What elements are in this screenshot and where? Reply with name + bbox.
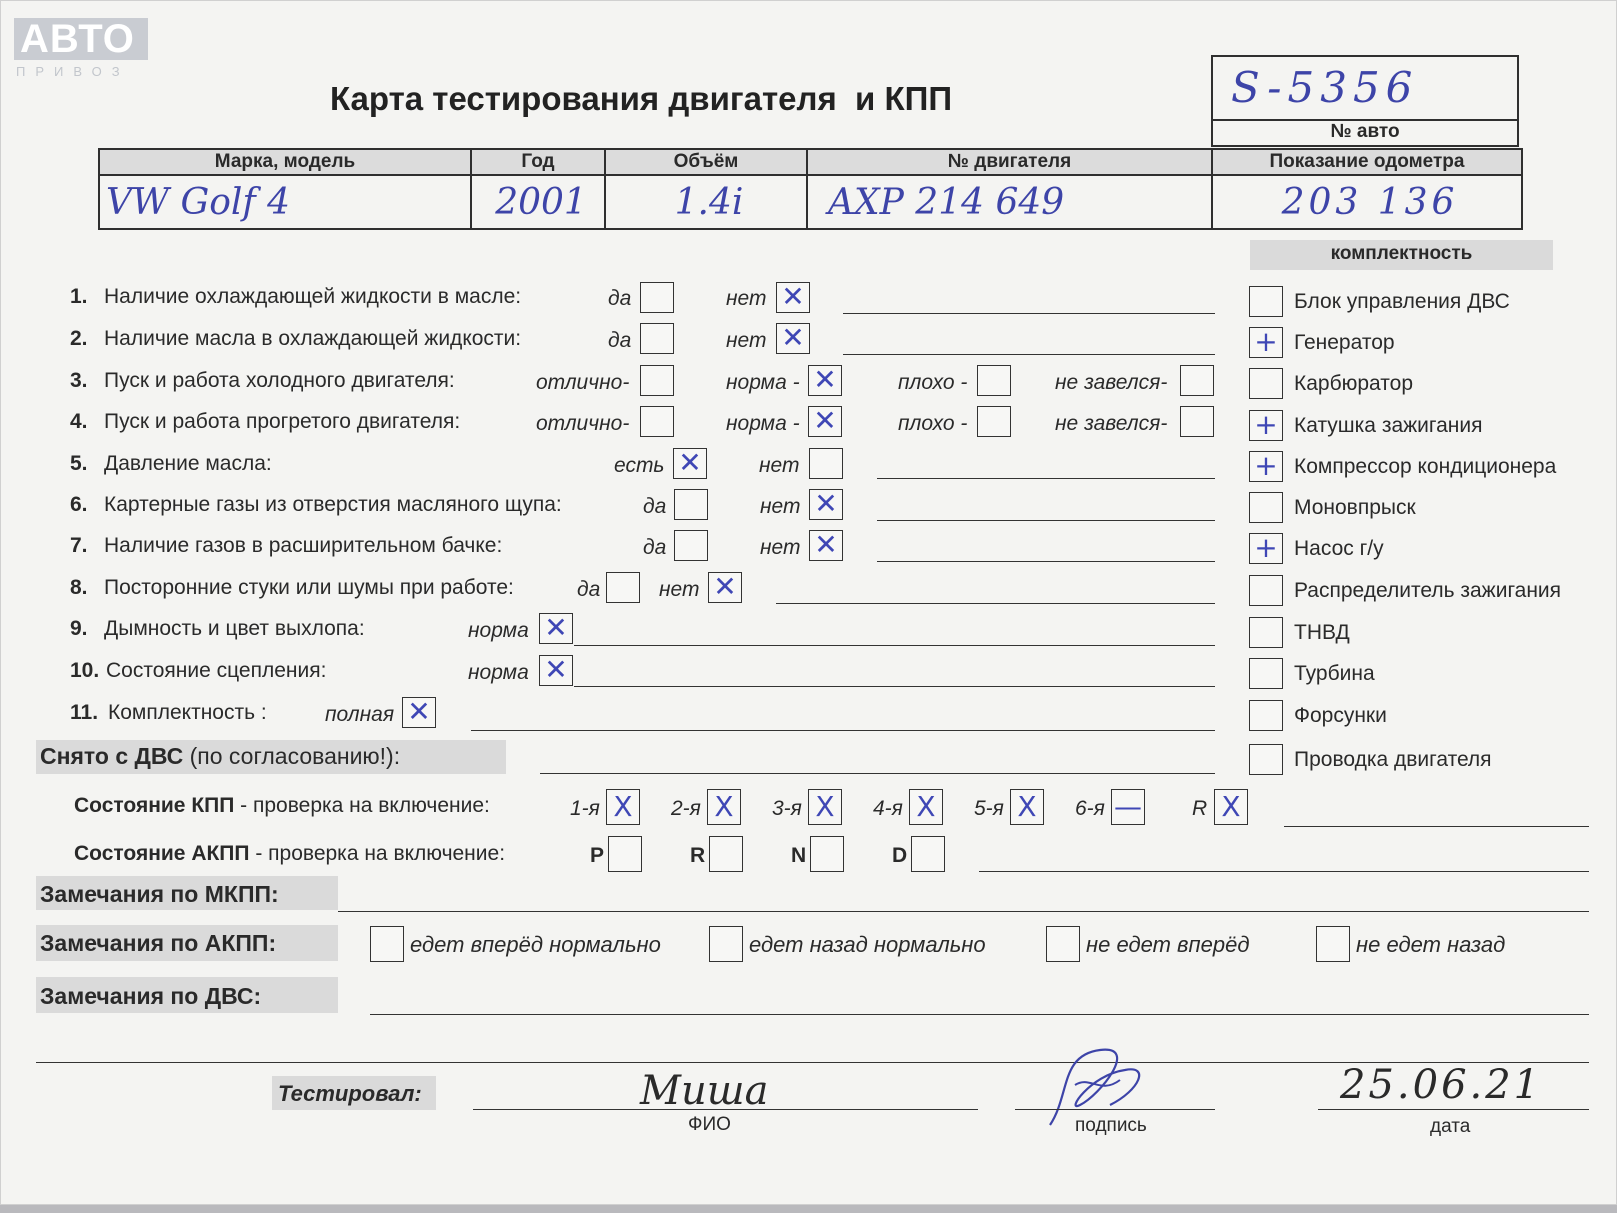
completeness-checkbox[interactable] — [1249, 327, 1283, 358]
row-5-number: 5. — [70, 452, 88, 475]
row-1-number: 1. — [70, 285, 88, 308]
gear-label: 1-я — [570, 797, 600, 820]
akpp-remarks-label: Замечания по АКПП: — [40, 930, 277, 956]
row-7-number: 7. — [70, 534, 88, 557]
col-header-engine-number: № двигателя — [807, 149, 1212, 175]
completeness-item-label: Генератор — [1294, 331, 1395, 354]
completeness-mark — [1250, 701, 1282, 730]
mkpp-remarks-line — [338, 911, 1589, 912]
completeness-checkbox[interactable] — [1249, 617, 1283, 648]
gear-checkbox[interactable] — [707, 789, 741, 825]
row-5-no-checkbox[interactable] — [809, 448, 843, 479]
signature-line — [1015, 1109, 1215, 1110]
row-4-opt-nostart: не завелся- — [1055, 412, 1168, 435]
gear-checkbox[interactable] — [606, 789, 640, 825]
akpp-reverse-ok-label: едет назад нормально — [749, 932, 986, 957]
completeness-checkbox[interactable] — [1249, 533, 1283, 564]
row-10-opt-normal: норма — [468, 661, 529, 684]
row-3-opt-excellent: отлично- — [536, 371, 630, 394]
completeness-item-label: Катушка зажигания — [1294, 414, 1483, 437]
completeness-checkbox[interactable] — [1249, 575, 1283, 606]
col-header-volume: Объём — [605, 149, 807, 175]
row-1-yes-checkbox[interactable] — [640, 282, 674, 313]
row-4-nostart-checkbox[interactable] — [1180, 406, 1214, 437]
page-title: Карта тестирования двигателя и КПП — [330, 80, 953, 117]
akpp-position-label: D — [892, 844, 908, 867]
row-1-notes-line — [843, 313, 1215, 314]
row-6-notes-line — [877, 520, 1215, 521]
row-5-notes-line — [877, 478, 1215, 479]
row-7-notes-line — [877, 561, 1215, 562]
row-6-no-checkbox[interactable]: ✕ — [809, 489, 843, 520]
akpp-no-reverse-checkbox[interactable] — [1316, 926, 1350, 962]
completeness-item-label: Проводка двигателя — [1294, 748, 1492, 771]
row-4-opt-normal: норма - — [726, 412, 800, 435]
gear-checkbox[interactable] — [909, 789, 943, 825]
akpp-forward-ok-label: едет вперёд нормально — [410, 932, 661, 957]
row-3-opt-bad: плохо - — [898, 371, 968, 394]
row-11-full-checkbox[interactable]: ✕ — [402, 697, 436, 728]
row-1-label: Наличие охлаждающей жидкости в масле: — [104, 285, 522, 308]
row-10-number: 10. — [70, 659, 100, 682]
row-3-bad-checkbox[interactable] — [977, 365, 1011, 396]
completeness-mark — [1250, 745, 1282, 774]
row-8-no-checkbox[interactable]: ✕ — [708, 572, 742, 603]
gearbox-notes-line — [1284, 826, 1589, 827]
row-5-present-checkbox[interactable]: ✕ — [673, 448, 707, 479]
auto-gearbox-label: Состояние АКПП - проверка на включение: — [74, 842, 506, 865]
row-9-number: 9. — [70, 617, 88, 640]
gear-checkbox[interactable] — [1214, 789, 1248, 825]
row-2-opt-yes: да — [608, 329, 632, 352]
completeness-item-label: Распределитель зажигания — [1294, 579, 1562, 602]
col-header-year: Год — [471, 149, 605, 175]
dvs-remarks-label: Замечания по ДВС: — [40, 983, 262, 1009]
row-10-notes-line — [574, 686, 1215, 687]
date-value: 25.06.21 — [1340, 1062, 1543, 1108]
completeness-checkbox[interactable] — [1249, 658, 1283, 689]
name-caption: ФИО — [688, 1114, 731, 1135]
completeness-item-label: Форсунки — [1294, 704, 1387, 727]
car-number-box — [1211, 55, 1519, 147]
completeness-mark — [1250, 287, 1282, 316]
gear-checkbox[interactable] — [1111, 789, 1145, 825]
completeness-item-label: Турбина — [1294, 662, 1375, 685]
row-8-yes-checkbox[interactable] — [606, 572, 640, 603]
row-1-opt-no: нет — [726, 287, 767, 310]
akpp-position-label: R — [690, 844, 706, 867]
completeness-checkbox[interactable] — [1249, 410, 1283, 441]
row-4-number: 4. — [70, 410, 88, 433]
completeness-item-label: ТНВД — [1294, 621, 1350, 644]
row-2-label: Наличие масла в охлаждающей жидкости: — [104, 327, 522, 350]
value-year: 2001 — [471, 175, 605, 229]
tested-label: Тестировал: — [278, 1081, 422, 1106]
value-engine-number: AXP 214 649 — [807, 175, 1212, 229]
completeness-checkbox[interactable] — [1249, 368, 1283, 399]
gear-label: 4-я — [873, 797, 903, 820]
gear-mark: X — [1221, 790, 1241, 823]
row-8-opt-yes: да — [577, 578, 601, 601]
row-3-opt-nostart: не завелся- — [1055, 371, 1168, 394]
akpp-position-label: P — [590, 844, 605, 867]
date-line — [1318, 1109, 1589, 1110]
row-2-number: 2. — [70, 327, 88, 350]
gear-label: 6-я — [1075, 797, 1105, 820]
completeness-mark — [1250, 659, 1282, 688]
akpp-no-forward-label: не едет вперёд — [1086, 932, 1250, 957]
row-9-normal-checkbox[interactable]: ✕ — [539, 613, 573, 644]
row-7-opt-yes: да — [643, 536, 667, 559]
gear-mark: X — [1017, 790, 1037, 823]
gear-label: R — [1192, 797, 1208, 820]
row-5-opt-present: есть — [614, 454, 665, 477]
row-11-opt-full: полная — [325, 703, 395, 726]
row-11-notes-line — [471, 730, 1215, 731]
removed-label: Снято с ДВС (по согласованию!): — [40, 743, 401, 769]
completeness-item-label: Насос г/у — [1294, 537, 1384, 560]
completeness-title: комплектность — [1330, 243, 1473, 264]
value-odometer: 203 136 — [1212, 175, 1522, 229]
col-header-odometer: Показание одометра — [1212, 149, 1522, 175]
row-1-no-checkbox[interactable]: ✕ — [776, 282, 810, 313]
row-2-notes-line — [843, 354, 1215, 355]
gear-label: 5-я — [974, 797, 1004, 820]
akpp-no-forward-checkbox[interactable] — [1046, 926, 1080, 962]
completeness-mark — [1250, 493, 1282, 522]
row-9-opt-normal: норма — [468, 619, 529, 642]
row-8-label: Посторонние стуки или шумы при работе: — [104, 576, 514, 599]
row-3-excellent-checkbox[interactable] — [640, 365, 674, 396]
akpp-reverse-ok-checkbox[interactable] — [709, 926, 743, 962]
akpp-position-checkbox[interactable] — [911, 836, 945, 872]
akpp-forward-ok-checkbox[interactable] — [370, 926, 404, 962]
row-4-bad-checkbox[interactable] — [977, 406, 1011, 437]
completeness-checkbox[interactable] — [1249, 451, 1283, 482]
completeness-item-label: Карбюратор — [1294, 372, 1414, 395]
tester-name: Миша — [640, 1068, 769, 1114]
completeness-mark — [1250, 618, 1282, 647]
col-header-model: Марка, модель — [99, 149, 471, 175]
row-7-label: Наличие газов в расширительном бачке: — [104, 534, 503, 557]
row-7-yes-checkbox[interactable] — [674, 530, 708, 561]
row-3-opt-normal: норма - — [726, 371, 800, 394]
vehicle-info-table — [98, 148, 1523, 230]
akpp-position-checkbox[interactable] — [810, 836, 844, 872]
row-8-notes-line — [776, 603, 1215, 604]
row-4-opt-excellent: отлично- — [536, 412, 630, 435]
completeness-checkbox[interactable] — [1249, 492, 1283, 523]
value-volume: 1.4i — [605, 175, 807, 229]
row-6-opt-yes: да — [643, 495, 667, 518]
completeness-item-label: Блок управления ДВС — [1294, 290, 1510, 313]
row-8-number: 8. — [70, 576, 88, 599]
completeness-item-label: Моновпрыск — [1294, 496, 1416, 519]
row-3-nostart-checkbox[interactable] — [1180, 365, 1214, 396]
name-line — [473, 1109, 978, 1110]
completeness-mark — [1250, 369, 1282, 398]
dvs-remarks-line — [370, 1014, 1589, 1015]
row-6-opt-no: нет — [760, 495, 801, 518]
logo-subtitle: ПРИВОЗ — [16, 64, 130, 79]
row-4-normal-checkbox[interactable]: ✕ — [808, 406, 842, 437]
value-model: VW Golf 4 — [99, 175, 471, 229]
row-4-label: Пуск и работа прогретого двигателя: — [104, 410, 461, 433]
gear-mark: X — [815, 790, 835, 823]
signature-caption: подпись — [1075, 1115, 1147, 1136]
car-number-label: № авто — [1330, 121, 1400, 142]
row-9-notes-line — [574, 645, 1215, 646]
gear-mark: X — [714, 790, 734, 823]
gear-label: 3-я — [772, 797, 802, 820]
row-1-opt-yes: да — [608, 287, 632, 310]
row-4-excellent-checkbox[interactable] — [640, 406, 674, 437]
row-2-opt-no: нет — [726, 329, 767, 352]
row-11-label: Комплектность : — [108, 701, 267, 724]
gear-checkbox[interactable] — [1010, 789, 1044, 825]
row-4-opt-bad: плохо - — [898, 412, 968, 435]
completeness-mark: + — [1254, 531, 1278, 564]
logo: АВТО — [14, 18, 148, 60]
completeness-item-label: Компрессор кондиционера — [1294, 455, 1557, 478]
completeness-checkbox[interactable] — [1249, 744, 1283, 775]
row-6-label: Картерные газы из отверстия масляного щупа: — [104, 493, 562, 516]
gear-checkbox[interactable] — [808, 789, 842, 825]
row-11-number: 11. — [70, 701, 99, 724]
row-7-opt-no: нет — [760, 536, 801, 559]
row-8-opt-no: нет — [659, 578, 700, 601]
removed-line — [540, 773, 1215, 774]
gear-mark: X — [613, 790, 633, 823]
mkpp-remarks-label: Замечания по МКПП: — [40, 881, 279, 907]
row-10-label: Состояние сцепления: — [106, 659, 327, 682]
akpp-position-checkbox[interactable] — [709, 836, 743, 872]
row-3-normal-checkbox[interactable]: ✕ — [808, 365, 842, 396]
completeness-mark: + — [1254, 325, 1278, 358]
akpp-no-reverse-label: не едет назад — [1356, 932, 1506, 957]
gear-mark: — — [1114, 790, 1142, 823]
car-number-value: S-5356 — [1231, 63, 1419, 112]
row-5-opt-no: нет — [759, 454, 800, 477]
row-6-yes-checkbox[interactable] — [674, 489, 708, 520]
gearbox-label: Состояние КПП - проверка на включение: — [74, 794, 490, 817]
row-5-label: Давление масла: — [104, 452, 272, 475]
completeness-checkbox[interactable] — [1249, 286, 1283, 317]
row-6-number: 6. — [70, 493, 88, 516]
akpp-position-label: N — [791, 844, 807, 867]
row-10-normal-checkbox[interactable]: ✕ — [539, 655, 573, 686]
row-9-label: Дымность и цвет выхлопа: — [104, 617, 365, 640]
row-3-number: 3. — [70, 369, 88, 392]
akpp-position-checkbox[interactable] — [608, 836, 642, 872]
completeness-mark — [1250, 576, 1282, 605]
date-caption: дата — [1430, 1116, 1471, 1137]
row-2-no-checkbox[interactable]: ✕ — [776, 323, 810, 354]
gear-mark: X — [916, 790, 936, 823]
gear-label: 2-я — [671, 797, 701, 820]
row-3-label: Пуск и работа холодного двигателя: — [104, 369, 455, 392]
row-2-yes-checkbox[interactable] — [640, 323, 674, 354]
completeness-checkbox[interactable] — [1249, 700, 1283, 731]
completeness-mark: + — [1254, 449, 1278, 482]
akpp-notes-line — [979, 871, 1589, 872]
completeness-mark: + — [1254, 408, 1278, 441]
row-7-no-checkbox[interactable]: ✕ — [809, 530, 843, 561]
